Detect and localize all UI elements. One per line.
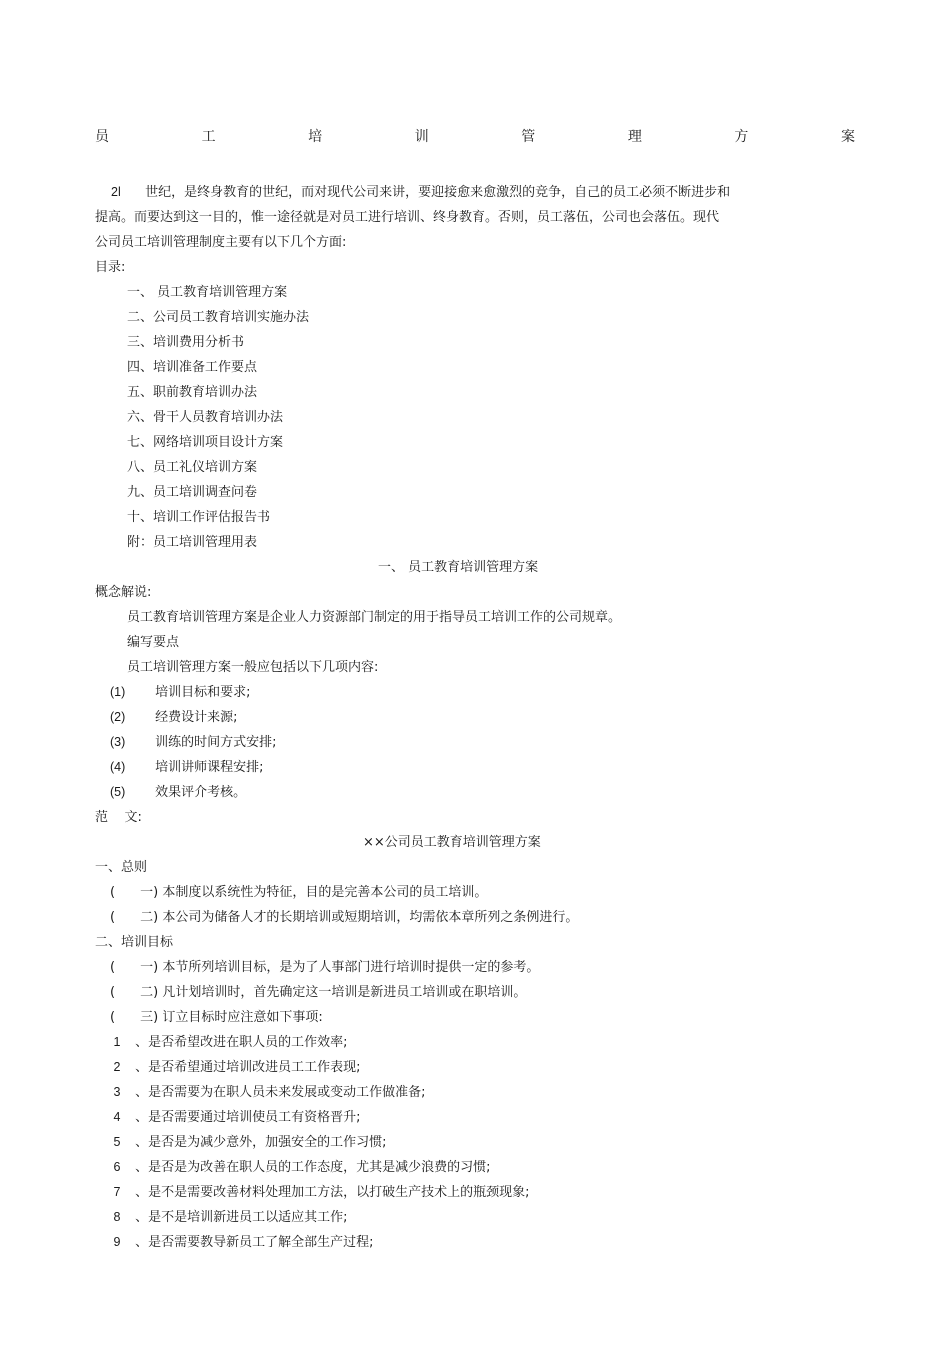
goal-number: 7 (113, 1185, 121, 1199)
clause-item (110, 881, 487, 900)
clause-item (110, 956, 539, 975)
general-heading: 一、总则 (95, 860, 148, 875)
points-label: 编写要点 (127, 635, 180, 650)
sample-label: 范 文: (95, 810, 142, 825)
goal-number: 8 (113, 1210, 121, 1224)
points-intro: 员工培训管理方案一般应包括以下几项内容: (127, 660, 379, 675)
goal-item (103, 1131, 387, 1150)
list-item (110, 756, 264, 775)
list-item-text: 培训目标和要求; (155, 685, 251, 700)
clause-text: 一) 本节所列培训目标，是为了人事部门进行培训时提供一定的参考。 (140, 960, 540, 975)
toc-item: 一、 员工教育培训管理方案 (127, 285, 288, 300)
goal-item (103, 1231, 374, 1250)
clause-text: 二) 凡计划培训时，首先确定这一培训是新进员工培训或在职培训。 (140, 985, 527, 1000)
list-item-number: (4) (110, 760, 126, 774)
goal-text: 、是否需要通过培训使员工有资格晋升; (135, 1110, 361, 1125)
clause-paren: ( (110, 1010, 116, 1025)
goal-item (103, 1181, 530, 1200)
list-item-number: (2) (110, 710, 126, 724)
goal-item (103, 1106, 361, 1125)
list-item-text: 培训讲师课程安排; (155, 760, 264, 775)
clause-paren: ( (110, 960, 116, 975)
toc-label: 目录: (95, 260, 126, 275)
list-item-number: (3) (110, 735, 126, 749)
goal-number: 9 (113, 1235, 121, 1249)
goal-text: 、是否需要为在职人员未来发展或变动工作做准备; (135, 1085, 426, 1100)
toc-item: 五、职前教育培训办法 (127, 385, 258, 400)
toc-item: 九、员工培训调查问卷 (127, 485, 258, 500)
goal-item (103, 1081, 426, 1100)
title-char: 案 (840, 129, 855, 145)
goal-number: 4 (113, 1110, 121, 1124)
title-char: 管 (521, 129, 536, 145)
clause-paren: ( (110, 885, 116, 900)
toc-item: 十、培训工作评估报告书 (127, 510, 271, 525)
list-item-number: (5) (110, 785, 126, 799)
list-item-text: 训练的时间方式安排; (155, 735, 277, 750)
title-char: 培 (308, 129, 323, 145)
clause-item (110, 981, 526, 1000)
title-char: 训 (414, 129, 429, 145)
intro-line-1 (111, 181, 730, 200)
title-char: 工 (201, 129, 216, 145)
goal-number: 6 (113, 1160, 121, 1174)
goal-item (103, 1206, 348, 1225)
list-item-number: (1) (110, 685, 126, 699)
toc-item: 六、骨干人员教育培训办法 (127, 410, 284, 425)
intro-text: 世纪，是终身教育的世纪，而对现代公司来讲，要迎接愈来愈激烈的竞争，自己的员工必须不断进步和 (145, 185, 731, 200)
sample-title: ××公司员工教育培训管理方案 (363, 835, 541, 850)
concept-text: 员工教育培训管理方案是企业人力资源部门制定的用于指导员工培训工作的公司规章。 (127, 610, 622, 625)
toc-item: 八、员工礼仪培训方案 (127, 460, 258, 475)
goal-text: 、是否是为减少意外，加强安全的工作习惯; (135, 1135, 387, 1150)
list-item (110, 706, 238, 725)
toc-item: 四、培训准备工作要点 (127, 360, 258, 375)
toc-item: 七、网络培训项目设计方案 (127, 435, 284, 450)
list-item (110, 731, 277, 750)
clause-text: 三) 订立目标时应注意如下事项: (140, 1010, 323, 1025)
clause-item (110, 906, 578, 925)
title-char: 员 (95, 129, 109, 145)
goal-text: 、是不是培训新进员工以适应其工作; (135, 1210, 348, 1225)
goal-number: 5 (113, 1135, 121, 1149)
list-item (110, 781, 246, 800)
clause-item (110, 1006, 323, 1025)
goal-item (103, 1031, 348, 1050)
goal-number: 2 (113, 1060, 121, 1074)
goal-text: 、是否希望改进在职人员的工作效率; (135, 1035, 348, 1050)
goal-number: 1 (113, 1035, 121, 1049)
title-char: 方 (734, 129, 749, 145)
toc-item: 附：员工培训管理用表 (127, 535, 258, 550)
document-title (95, 126, 855, 146)
clause-text: 二) 本公司为储备人才的长期培训或短期培训，均需依本章所列之条例进行。 (140, 910, 579, 925)
list-item (110, 681, 251, 700)
goal-text: 、是不是需要改善材料处理加工方法，以打破生产技术上的瓶颈现象; (135, 1185, 530, 1200)
goal-item (103, 1156, 491, 1175)
goal-item (103, 1056, 361, 1075)
clause-paren: ( (110, 985, 116, 1000)
intro-line-2: 提高。而要达到这一目的，惟一途径就是对员工进行培训、终身教育。否则，员工落伍，公司也会落伍。现代 (95, 210, 720, 225)
goal-text: 、是否需要教导新员工了解全部生产过程; (135, 1235, 374, 1250)
toc-item: 二、公司员工教育培训实施办法 (127, 310, 310, 325)
goal-text: 、是否是为改善在职人员的工作态度，尤其是减少浪费的习惯; (135, 1160, 491, 1175)
clause-paren: ( (110, 910, 116, 925)
clause-text: 一) 本制度以系统性为特征，目的是完善本公司的员工培训。 (140, 885, 488, 900)
goals-heading: 二、培训目标 (95, 935, 174, 950)
intro-number: 2l (111, 185, 121, 199)
list-item-text: 经费设计来源; (155, 710, 238, 725)
goal-number: 3 (113, 1085, 121, 1099)
section-heading: 一、 员工教育培训管理方案 (378, 560, 539, 575)
list-item-text: 效果评介考核。 (155, 785, 247, 800)
concept-label: 概念解说: (95, 585, 152, 600)
goal-text: 、是否希望通过培训改进员工工作表现; (135, 1060, 361, 1075)
title-char: 理 (627, 129, 642, 145)
toc-item: 三、培训费用分析书 (127, 335, 245, 350)
intro-line-3: 公司员工培训管理制度主要有以下几个方面: (95, 235, 347, 250)
